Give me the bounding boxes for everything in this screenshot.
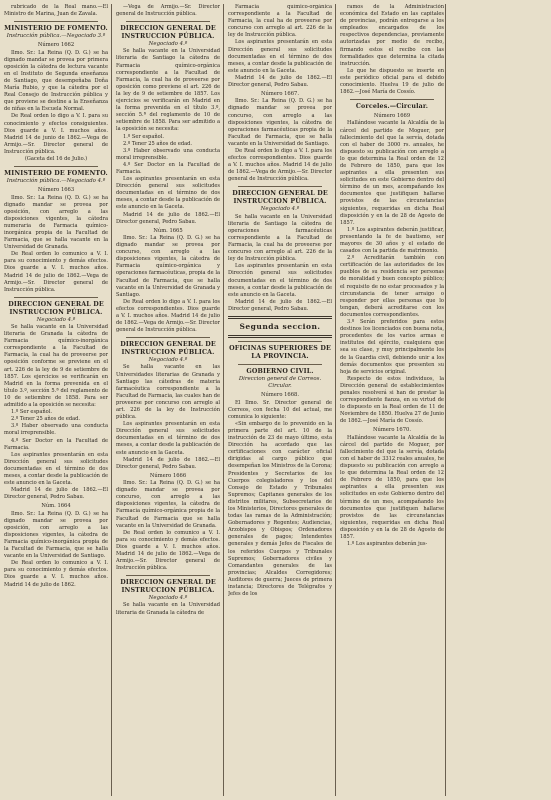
paragraph: Los aspirantes presentarán en esta Dirección general sus solicitudes documentadas en el término de dos meses, a contar desde la publicación de este anuncio en la Gaceta. [228,263,332,298]
paragraph: Hallándose vacante la Alcaldía de la cárcel del partido de Moguer, por fallecimiento del que la servía, dotada con el haber de 3312 reales anuales, he dispuesto su publicación con arreglo a lo que determina la Real orden de 12 de Febrero de 1850, para que los aspirantes a ella presenten sus solicitudes en este Gobierno dentro del término de un mes, acompañando los documentos que justifiquen hallarse provistos de las circunstancias siguientes, requeridas en dicha Real disposición y en la de 28 de Agosto de 1857. [340,434,444,540]
paragraph: Madrid 14 de julio de 1862.—El Director general, Pedro Sabau. [116,211,220,225]
paragraph: Los aspirantes presentarán en esta Dirección general sus solicitudes documentadas en el término de dos meses, a contar desde la publicación de este anuncio en la Gaceta. [116,176,220,211]
paragraph: 2.º Tener 25 años de edad. [123,140,193,147]
separator-rule [14,166,98,167]
paragraph: De Real orden lo digo a V. I. para los efectos correspondientes. Dios guarde a V. I. muchos años. Madrid 14 de julio de 1862.—Vega de Armijo.—Sr. Director general de Instrucción pública. [116,298,220,334]
paragraph: Madrid 14 de julio de 1862.—El Director general, Pedro Sabau. [228,74,332,89]
subheading: Negociado 4.º [36,316,76,323]
paragraph: Madrid 14 de julio de 1862.—El Director general, Pedro Sabau. [4,487,108,501]
section-heading: DIRECCION GENERAL DE INSTRUCCION PÚBLICA. [120,25,216,41]
separator-rule [238,341,322,342]
notice-number: Número 1666 [149,472,187,479]
section-heading: DIRECCION GENERAL DE INSTRUCCION PÚBLICA. [8,300,104,316]
paragraph: rubricado de la Real mano.—El Ministro de Marina, Juan de Zavala. [4,4,108,18]
paragraph: 1.º Ser español. [123,133,164,140]
subheading: Negociado 4.º [260,206,300,213]
paragraph: Se halla vacante en la Universidad literaria de Granada la cátedra de Farmacia químico-inorgánica correspondiente a la Facultad de Farmacia, la cual ha de proveerse por oposición conforme se previene en el art. 226 de la ley de 9 de setiembre de 1857. Los ejercicios se verificarán en Madrid en la forma prevenida en el título 3.º, sección 5.ª del reglamento de 10 de setiembre de 1858. Para ser admitido a la oposición se necesita: [4,324,108,409]
paragraph: 4.º Ser Doctor en la Facultad de Farmacia. [4,437,108,451]
paragraph: 3.º Haber observado una conducta moral irreprensible. [4,423,108,437]
paragraph: De Real orden lo comunico a V. I. para su conocimiento y demás efectos. Dios guarde a V. I. muchos años. Madrid 14 de julio de 1862.—Vega de Armijo.—Sr. Director general de Instrucción pública. [4,251,108,293]
section-banner [228,316,332,338]
section-heading: Corceles.—Circular. [355,103,429,111]
paragraph: Lo que he dispuesto se inserte en este periódico oficial para el debido conocimiento. Huelva 19 de julio de 1862.—José María de Cossío. [340,67,444,96]
paragraph: Madrid 14 de julio de 1862.—El Director general, Pedro Sabau. [116,456,220,470]
subheading: Direccion general de Correos. Circular. [238,375,322,390]
paragraph: Los aspirantes presentarán en esta Dirección general sus solicitudes documentadas en el término de dos meses, a contar desde la publicación de este anuncio en la Gaceta. [228,39,332,74]
section-heading: OFICINAS SUPERIORES DE LA PROVINCIA. [229,344,331,360]
section-heading: GOBIERNO CIVIL. [246,367,314,375]
paragraph: Se halla vacante en la Universidad literaria de Santiago la cátedra de operaciones farmacéuticas correspondiente a la Facultad de Farmacia, la cual ha de proveerse por concurso con arreglo al art. 226 de la ley de Instrucción pública. [228,213,332,263]
section-heading: DIRECCION GENERAL DE INSTRUCCION PÚBLICA. [120,579,216,595]
paragraph: De Real orden lo digo a V. I. para los efectos correspondientes. Dios guarde a V. I. muchos años. Madrid 14 de julio de 1862.—Vega de Armijo.—Sr. Director general de Instrucción pública. [228,147,332,183]
section-title: Segunda seccion. [239,321,321,331]
separator-rule [238,364,322,365]
subheading: Negociado 4.º [148,357,188,364]
double-rule [228,316,332,319]
paragraph: El Ilmo. Sr. Director general de Correos, con fecha 10 del actual, me comunica lo siguiente: [228,399,332,420]
paragraph: 1.º Ser español. [11,409,52,416]
column-rule [111,4,112,796]
paragraph: Hallándose vacante la Alcaldía de la cárcel del partido de Moguer, por fallecimiento del que la servía, dotada con el haber de 3000 rs. anuales, he dispuesto su publicación con arreglo a lo que determina la Real orden de 12 de Febrero de 1850, para que los aspirantes a ella presenten sus solicitudes en este Gobierno dentro del término de un mes, acompañando los documentos que justifiquen hallarse provistos de las circunstancias siguientes, requeridas en dicha Real disposición y en la de 28 de Agosto de 1857. [340,120,444,226]
paragraph: 2.º Acreditarán también con certificación de las autoridades de los pueblos de su residencia ser personas de moralidad y buen concepto público; el requisito de no estar procesados y la circunstancia de tener arraigo o responder por ellas personas que lo tengan, deberá acreditarse con los documentos correspondientes. [340,255,444,318]
subheading: Negociado 4.º [148,595,188,602]
paragraph: 1.º Los aspirantes deberán justificar, presentando la fe de bautismo, ser mayores de 30 años y el estado de casados con la partida de matrimonio. [340,226,444,255]
separator-rule [126,21,210,22]
text-column-4 [340,4,444,798]
paragraph: Madrid 14 de julio de 1862.—El Director general, Pedro Sabau. [228,298,332,312]
paragraph: Respecto de estos individuos, la Dirección general de establecimientos penales resolverá si han de prestar la correspondiente fianza, en su virtud de lo dispuesto en la Real orden de 11 de Noviembre de 1850. Huelva 27 de Junio de 1862.—José María de Cossío. [340,375,444,425]
section-heading: DIRECCION GENERAL DE INSTRUCCION PÚBLICA. [120,341,216,357]
separator-rule [126,337,210,338]
paragraph: De Real orden lo comunico a V. I. para su conocimiento y demás efectos. Dios guarde a V. I. muchos años. Madrid 14 de julio de 1862. [4,560,108,588]
paragraph: 2.º Tener 25 años de edad. [11,416,81,423]
paragraph: Se halla vacante en las Universidades literarias de Granada y Santiago las cátedras de materia farmacéutica correspondiente a la Facultad de Farmacia, las cuales han de proveerse por concurso con arreglo al art. 226 de la ley de Instrucción pública. [116,364,220,421]
paragraph: 3.º Serán preferidos para estos destinos los licenciados con buena nota, procedentes de los varios armas e institutos del ejército, cualquiera que sea su clase, y muy principalmente los de la Guardia civil, debiendo unir a los demás documentos que presenten su hoja de servicios original. [340,319,444,375]
separator-rule [238,186,322,187]
paragraph: Ilmo. Sr.: La Reina (Q. D. G.) se ha dignado mandar se provea por oposición, con arreglo a las disposiciones vigentes, la cátedra numeraria de Farmacia químico-inorgánica propia de la Facultad de Farmacia, que se halla vacante en la Universidad de Granada. [4,194,108,251]
paragraph: De Real orden lo comunico a V. I. para su conocimiento y demás efectos. Dios guarde a V. I. muchos años. Madrid 14 de julio de 1862.—Vega de Armijo.—Sr. Director general de Instrucción pública. [116,529,220,572]
section-heading: MINISTERIO DE FOMENTO. [4,170,108,178]
separator-rule [14,297,98,298]
source-note: (Gaceta del 16 de Julio.) [24,156,88,162]
subheading: Instrucción pública.—Negociado 3.º [6,33,106,40]
notice-number: Número 1668. [261,392,299,399]
paragraph: Se halla vacante en la Universidad literaria de Granada la cátedra de [116,602,220,616]
paragraph: Los aspirantes presentarán en esta Dirección general sus solicitudes documentadas en el término de dos meses, a contar desde la publicación de este anuncio en la Gaceta. [4,451,108,487]
paragraph: Farmacia químico-orgánica correspondiente a la Facultad de Farmacia, la cual ha de proveerse por concurso con arreglo al art. 226 de la ley de Instrucción pública. [228,4,332,39]
separator-rule [126,575,210,576]
paragraph: De Real orden lo digo a V. I. para su conocimiento y efectos consiguientes. Dios guarde a V. I. muchos años. Madrid 14 de junio de 1862.—Vega de Armijo.—Sr. Director general de Instrucción pública. [4,113,108,155]
notice-number: Núm. 1664 [41,503,71,510]
paragraph: Ilmo. Sr.: La Reina (Q. D. G.) se ha dignado mandar se provea por oposición, con arreglo a las disposiciones vigentes, la cátedra de Farmacia químico-inorgánica propia de la Facultad de Farmacia, que se halla vacante en la Universidad de Santiago. [4,510,108,560]
paragraph: 1.º Los aspirantes deberán jus- [347,541,428,548]
paragraph: 4.º Ser Doctor en la Facultad de Farmacia. [116,161,220,175]
notice-number: Número 1663 [37,187,75,194]
column-rule [335,4,336,796]
subheading: Instrucción pública.—Negociado 4.º [6,178,106,185]
paragraph: ramos de la Administración económica del Estado en las capitales de provincias, podrán entregarse a los empleados encargados de los respectivos dependencias, previamente autorizadas por medio de recibo, firmando estos el recibo con las formalidades que determina la citada instrucción. [340,4,444,67]
text-column-1 [4,4,108,798]
section-heading: DIRECCION GENERAL DE INSTRUCCION PÚBLICA. [232,190,328,206]
column-rule [223,4,224,796]
paragraph: —Vega de Armijo.—Sr. Director general de Instrucción pública. [116,4,220,18]
notice-number: Número 1662 [37,42,75,49]
paragraph: Los aspirantes presentarán en esta Dirección general sus solicitudes documentadas en el término de dos meses, a contar desde la publicación de este anuncio en la Gaceta. [116,421,220,456]
separator-rule [14,21,98,22]
paragraph: Ilmo. Sr.: La Reina (Q. D. G.) se ha dignado mandar se provea por concurso, con arreglo a las disposiciones vigentes, la cátedra de operaciones farmacéuticas propia de la Facultad de Farmacia, que se halla vacante en la Universidad de Santiago. [228,98,332,147]
paragraph: Ilmo. Sr.: La Reina (Q. D. G.) se ha dignado mandar se provea por concurso, con arreglo a las disposiciones vigentes, la cátedra de Farmacia químico-orgánica propia de la Facultad de Farmacia que se halla vacante en la Universidad de Granada. [116,480,220,529]
subheading: Negociado 4.º [148,41,188,48]
paragraph: «Sin embargo de lo prevenido en la primera parte del art. 10 de la instrucción de 23 de mayo último, esta Dirección ha acordado que las certificaciones con carácter oficial dirigidas al cargo público que desempeñan los Ministros de la Corona; Presidentes y Secretarios de los Cuerpos colegisladores y los del Consejo de Estado y Tribunales Supremos; Capitanes generales de los distritos militares, Subsecretarios de los Ministerios, Directores generales de todas las ramas de la Administración; Gobernadores y Regentes; Audiencias, Arzobispos y Obispos; Ordenadores generales de pagos; Intendentes generales y demás Jefes de Fiscales de los referidos Cuerpos y Tribunales Supremos; Gobernadores civiles y Comandantes generales de las provincias; Alcaldes Corregidores; Auditores de guerra; Jueces de primera instancia; Directores de Telégrafos y Jefes de los [228,420,332,598]
notice-number: Número 1669 [373,113,411,120]
paragraph: Ilmo. Sr.: La Reina (Q. D. G.) se ha dignado mandar se provea por concurso, con arreglo a las disposiciones vigentes, la cátedra de Farmacia químico-orgánica y operaciones farmacéuticas, propia de la Facultad de Farmacia, que se halla vacante en la Universidad de Granada y Santiago. [116,234,220,298]
paragraph: 3.º Haber observado una conducta moral irreprensible. [116,147,220,161]
notice-number: Número 1667. [261,91,299,98]
text-column-3 [228,4,332,798]
notice-number: Número 1670. [373,427,411,434]
text-column-2 [116,4,220,798]
paragraph: Se halla vacante en la Universidad literaria de Santiago la cátedra de Farmacia químico-orgánica correspondiente a la Facultad de Farmacia, la cual ha de proveerse por oposición como previene el art. 226 de la ley de 9 de setiembre de 1857. Los ejercicios se verificarán en Madrid en la forma prevenida en el título 3.º, sección 5.ª del reglamento de 10 de setiembre de 1858. Para ser admitido a la oposición se necesita: [116,48,220,133]
section-heading: MINISTERIO DE FOMENTO. [4,25,108,33]
notice-number: Núm. 1665 [153,227,183,234]
double-rule [228,335,332,338]
column-rule [445,4,446,796]
paragraph: Ilmo. Sr.: La Reina (Q. D. G.) se ha dignado mandar se provea por primera oposición la cátedra de lectura vacante en el Instituto de Segunda enseñanza de Santiago, que desempeñaba Doña María Rubio, y que la cátedra por el Real Consejo de Instrucción pública y que proviene se destine a la Enseñanza de niñas en la Escuela Normal. [4,49,108,113]
separator-rule [350,99,434,100]
